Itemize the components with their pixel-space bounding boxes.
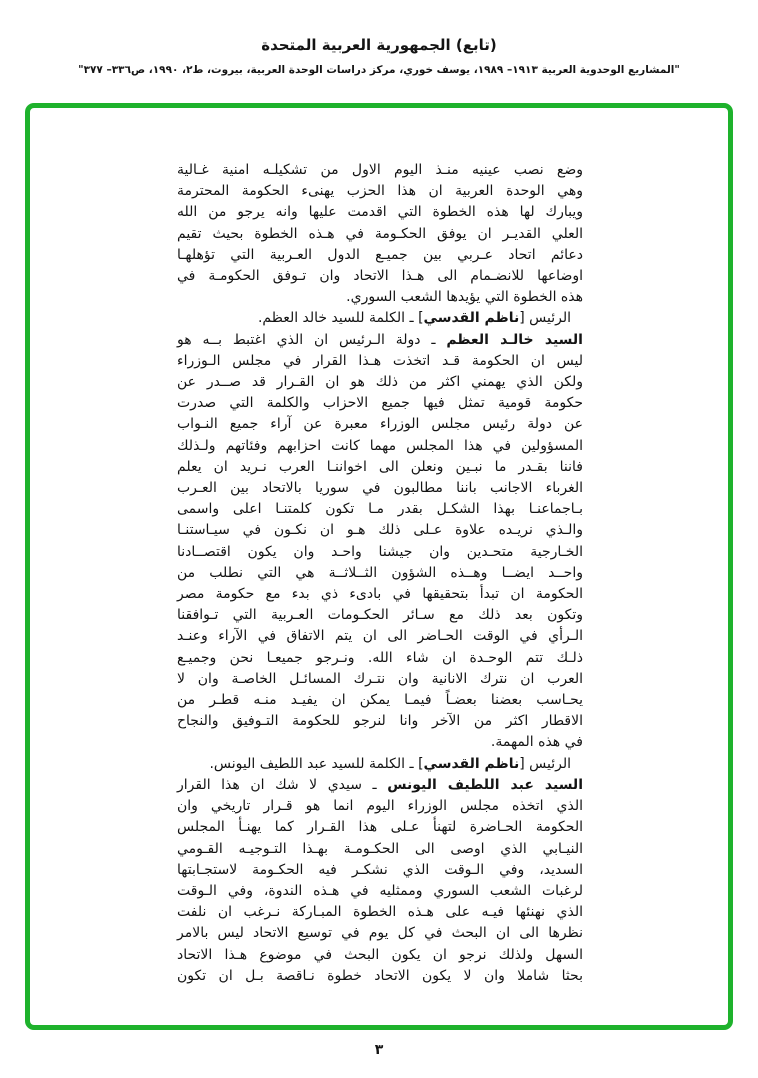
text-line [177, 817, 583, 838]
text-line [177, 648, 583, 669]
text-line [177, 457, 583, 478]
text-segment: الحكومة الحـاضرة لتهنأ عـلى هذا القـرار كما يهنـأ المجلس [177, 819, 583, 836]
text-line [177, 754, 583, 775]
text-line [177, 945, 583, 966]
text-line [177, 966, 583, 987]
text-segment: السهل ولذلك نرجو ان يكون البحث في موضوع هـذا الاتحاد [177, 946, 583, 963]
text-segment: ولكن الذي يهمني اكثر من ذلك هو ان القـرار قد صــدر عن [177, 374, 583, 391]
text-segment: بـاجماعنـا بهذا الشكـل بقدر مـا تكون كلمتنـا اعلى واسمى [177, 501, 583, 518]
text-segment: هذه الخطوة التي يؤيدها الشعب السوري. [346, 289, 583, 306]
text-line [177, 160, 583, 181]
text-line [177, 520, 583, 541]
text-line [177, 902, 583, 923]
text-line [177, 839, 583, 860]
text-segment: ] ـ الكلمة للسيد خالد العظم. [257, 310, 424, 327]
text-segment: ذلـك تتم الوحـدة ان شاء الله. ونـرجو جميعـا نحن وجميـع [177, 649, 583, 666]
text-segment: يحـاسب بعضنا بعضـاً فيمـا يمكن ان يفيـد منـه قطـر من [177, 692, 583, 709]
text-segment: اوضاعها للانضـمام الى هـذا الاتحاد وان تـوفق الحكومـة في [177, 268, 583, 285]
text-segment: حكومة قومية تمثل فيها جميع الاحزاب والكلمة التي صدرت [177, 395, 583, 412]
text-line [177, 393, 583, 414]
text-line [177, 224, 583, 245]
text-line [177, 584, 583, 605]
text-segment: فاننا بقـدر ما نبـين ونعلن الى اخواننـا العرب نـريد ان يعلم [177, 458, 583, 475]
text-segment: بحثا شاملا وان لا يكون الاتحاد خطوة نـاقصة بـل ان تكون [177, 967, 583, 984]
speaker-name: السيد خالـد العظم [446, 331, 583, 348]
text-line [177, 478, 583, 499]
text-line [177, 372, 583, 393]
text-segment: عن دولة رئيس مجلس الوزراء معبرة عن آراء جميع النـواب [177, 416, 583, 433]
text-segment: الذي نهنئها فيـه على هـذه الخطوة المبـاركة نـرغب ان نلفت [177, 904, 583, 921]
text-segment: وتكون بعد ذلك مع سـائر الحكـومات العـربية التي تـوافقنا [177, 607, 583, 624]
text-segment: العلي القديـر ان يوفق الحكـومة في هـذه الخطوة بحيث تقيم [177, 225, 583, 242]
text-segment: الخـارجية متحـدين وان جيشنا واحـد وان يكون اقتصــادنا [177, 543, 583, 560]
text-segment: ليس ان الحكومة قـد اتخذت هـذا القرار في مجلس الـوزراء [177, 352, 583, 369]
text-line [177, 499, 583, 520]
text-line [177, 732, 583, 753]
text-line [177, 881, 583, 902]
text-segment: ويبارك لها هذه الخطوة التي اقدمت عليها وانه يرجو من الله [177, 204, 583, 221]
speaker-name: ناظم القدسي [423, 755, 520, 772]
text-segment: الاقطار اكثر من الآخر وانا لنرجو للحكومة التـوفيق والنجاح [177, 713, 583, 730]
text-line [177, 414, 583, 435]
text-segment: في هذه المهمة. [490, 734, 583, 751]
text-line [177, 796, 583, 817]
text-segment: الرئيس [ [519, 310, 571, 327]
text-segment: نظرها الى ان البحث في كل يوم في توسيع الاتحاد ليس بالامر [177, 925, 583, 942]
text-segment: الـرأي في الوقت الحـاضر الى ان يتم الاتفاق في الآراء وعنـد [177, 628, 583, 645]
text-segment: الغرباء الاجانب باننا مطالبون في سوريا بالاتحاد بين العـرب [177, 480, 583, 497]
text-line [177, 202, 583, 223]
page-number: ٣ [374, 1042, 384, 1058]
text-line [177, 923, 583, 944]
text-segment: واحــد ايضــا وهــذه الشؤون الثــلاثــة هي التي نطلب من [177, 564, 583, 581]
text-line [177, 563, 583, 584]
text-segment: ] ـ الكلمة للسيد عبد اللطيف اليونس. [209, 755, 424, 772]
text-line [177, 287, 583, 308]
content-frame [25, 103, 733, 1030]
text-segment: دعائم اتحاد عـربي بين جميـع الدول العـربية التي تؤهلهـا [177, 246, 583, 263]
text-segment: الحكومة ان تبدأ بتحقيقها في بادىء ذي بدء مع حكومة مصر [177, 586, 583, 603]
text-line [177, 181, 583, 202]
text-segment: ـ دولة الـرئيس ان الذي اغتبط بــه هو [177, 331, 447, 348]
text-line [177, 245, 583, 266]
text-segment: وضع نصب عينيه منـذ اليوم الاول من تشكيلـه امنية غـالية [177, 162, 583, 178]
text-segment: المسؤولين في هذا المجلس مهما كانت احزابهم وفئاتهم ولـذلك [177, 437, 583, 454]
speaker-name: السيد عبد اللطيف اليونس [387, 776, 583, 793]
body-text [177, 160, 583, 987]
page-title: (تابع) الجمهورية العربية المتحدة [261, 36, 497, 54]
text-line [177, 860, 583, 881]
text-line [177, 690, 583, 711]
text-segment: الرئيس [ [519, 755, 571, 772]
text-segment: النيـابي الذي اوصى الى الحكـومـة بهـذا التـوجيـه القـومي [177, 840, 583, 857]
text-line [177, 351, 583, 372]
text-segment: لرغبات الشعب السوري وممثليه في هـذه الندوة، وفي الـوقت [177, 882, 583, 899]
speaker-name: ناظم القدسي [423, 310, 520, 327]
text-line [177, 775, 583, 796]
text-segment: السديد، وفي الـوقت الذي نشكـر فيه الحكـومة لاستجـابتها [177, 861, 583, 878]
text-line [177, 266, 583, 287]
text-line [177, 542, 583, 563]
source-citation: "المشاريع الوحدوية العربية ١٩١٣– ١٩٨٩، يوسف خوري، مركز دراسات الوحدة العربية، بيروت، ط٢، ١٩٩٠، ص٣٣٦– ٣٧٧" [78, 64, 680, 76]
text-line [177, 308, 583, 329]
text-segment: الذي اتخذه مجلس الوزراء اليوم انما هو قـرار تاريخي وان [177, 798, 583, 815]
text-line [177, 711, 583, 732]
text-line [177, 669, 583, 690]
text-line [177, 626, 583, 647]
text-segment: العرب ان نترك الانانية وان نتـرك المسائـل الخاصـة وان لا [177, 670, 583, 687]
text-segment: والـذي نريـده علاوة عـلى ذلك هـو ان نكـون في سيـاستنـا [177, 522, 583, 539]
text-line [177, 436, 583, 457]
text-segment: وهي الوحدة العربية ان هذا الحزب يهنىء الحكومة المحترمة [177, 183, 583, 200]
text-line [177, 330, 583, 351]
text-line [177, 605, 583, 626]
text-segment: ـ سيدي لا شك ان هذا القرار [177, 776, 388, 793]
